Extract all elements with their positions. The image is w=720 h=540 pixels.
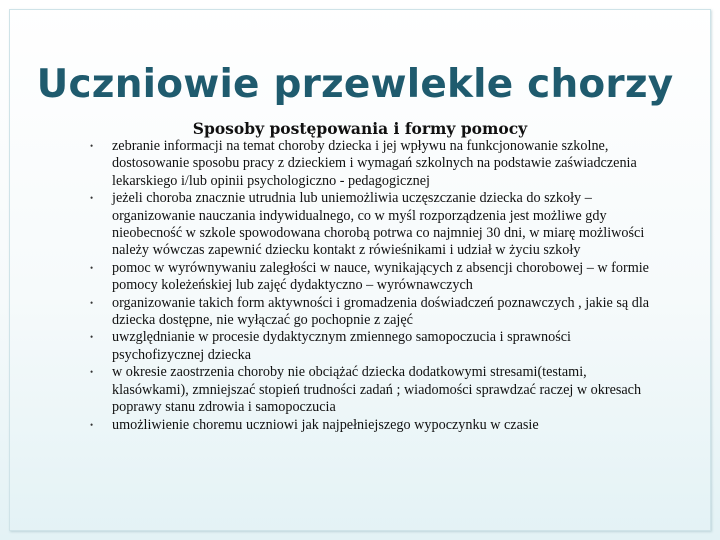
list-item-text: w okresie zaostrzenia choroby nie obciążać dziecka dodatkowymi stresami(testami, klasówkami), zmniejszać stopień trudności zadań ; wiadomości sprawdzać raczej w okresach poprawy stanu zdrowia i samopoczucia (112, 364, 642, 416)
list-item-text: organizowanie takich form aktywności i gromadzenia doświadczeń poznawczych , jakie są dla dziecka dostępne, nie wyłączać go pochopnie z zajęć (112, 294, 650, 329)
list-item-text: uwzględnianie w procesie dydaktycznym zmiennego samopoczucia i sprawności psychofizycznej dziecka (112, 329, 571, 363)
list-item-text: pomoc w wyrównywaniu zaległości w nauce, wynikających z absencji chorobowej – w formie pomocy koleżeńskiej lub zajęć dydaktyczno – wyrównawczych (112, 259, 649, 294)
bullet-icon: • (90, 367, 94, 378)
list-item (90, 138, 660, 190)
list-item (90, 329, 660, 364)
list-item-text: zebranie informacji na temat choroby dziecka i jej wpływu na funkcjonowanie szkolne, dostosowanie sposobu pracy z dzieckiem i wymagań szkolnych na podstawie zaświadczenia lekarskiego i/lub opinii psychologiczno - pedagogicznej (112, 138, 637, 189)
slide-subtitle: Sposoby postępowania i formy pomocy (192, 119, 528, 138)
list-item-text: umożliwienie choremu uczniowi jak najpełniejszego wypoczynku w czasie (112, 416, 539, 433)
list-item (90, 416, 660, 434)
bullet-list (90, 138, 660, 434)
bullet-icon: • (90, 262, 94, 273)
slide-title: Uczniowie przewlekle chorzy (36, 62, 674, 107)
bullet-icon: • (90, 193, 94, 204)
list-item (90, 259, 660, 295)
list-item (90, 364, 660, 416)
bullet-icon: • (90, 297, 94, 308)
list-item-text: jeżeli choroba znacznie utrudnia lub uniemożliwia uczęszczanie dziecka do szkoły – organizowanie nauczania indywidualnego, co w myśl rozporządzenia jest możliwe gdy nieobecność w szkole spowodowana chorobą potrwa co najmniej 30 dni, w miarę możliwości należy wówczas zapewnić dziecku kontakt z rówieśnikami i udział w życiu szkoły (112, 190, 645, 259)
bullet-icon: • (90, 141, 94, 151)
bullet-icon: • (90, 419, 94, 430)
list-item (90, 190, 660, 260)
list-item (90, 294, 660, 330)
bullet-icon: • (90, 332, 94, 343)
